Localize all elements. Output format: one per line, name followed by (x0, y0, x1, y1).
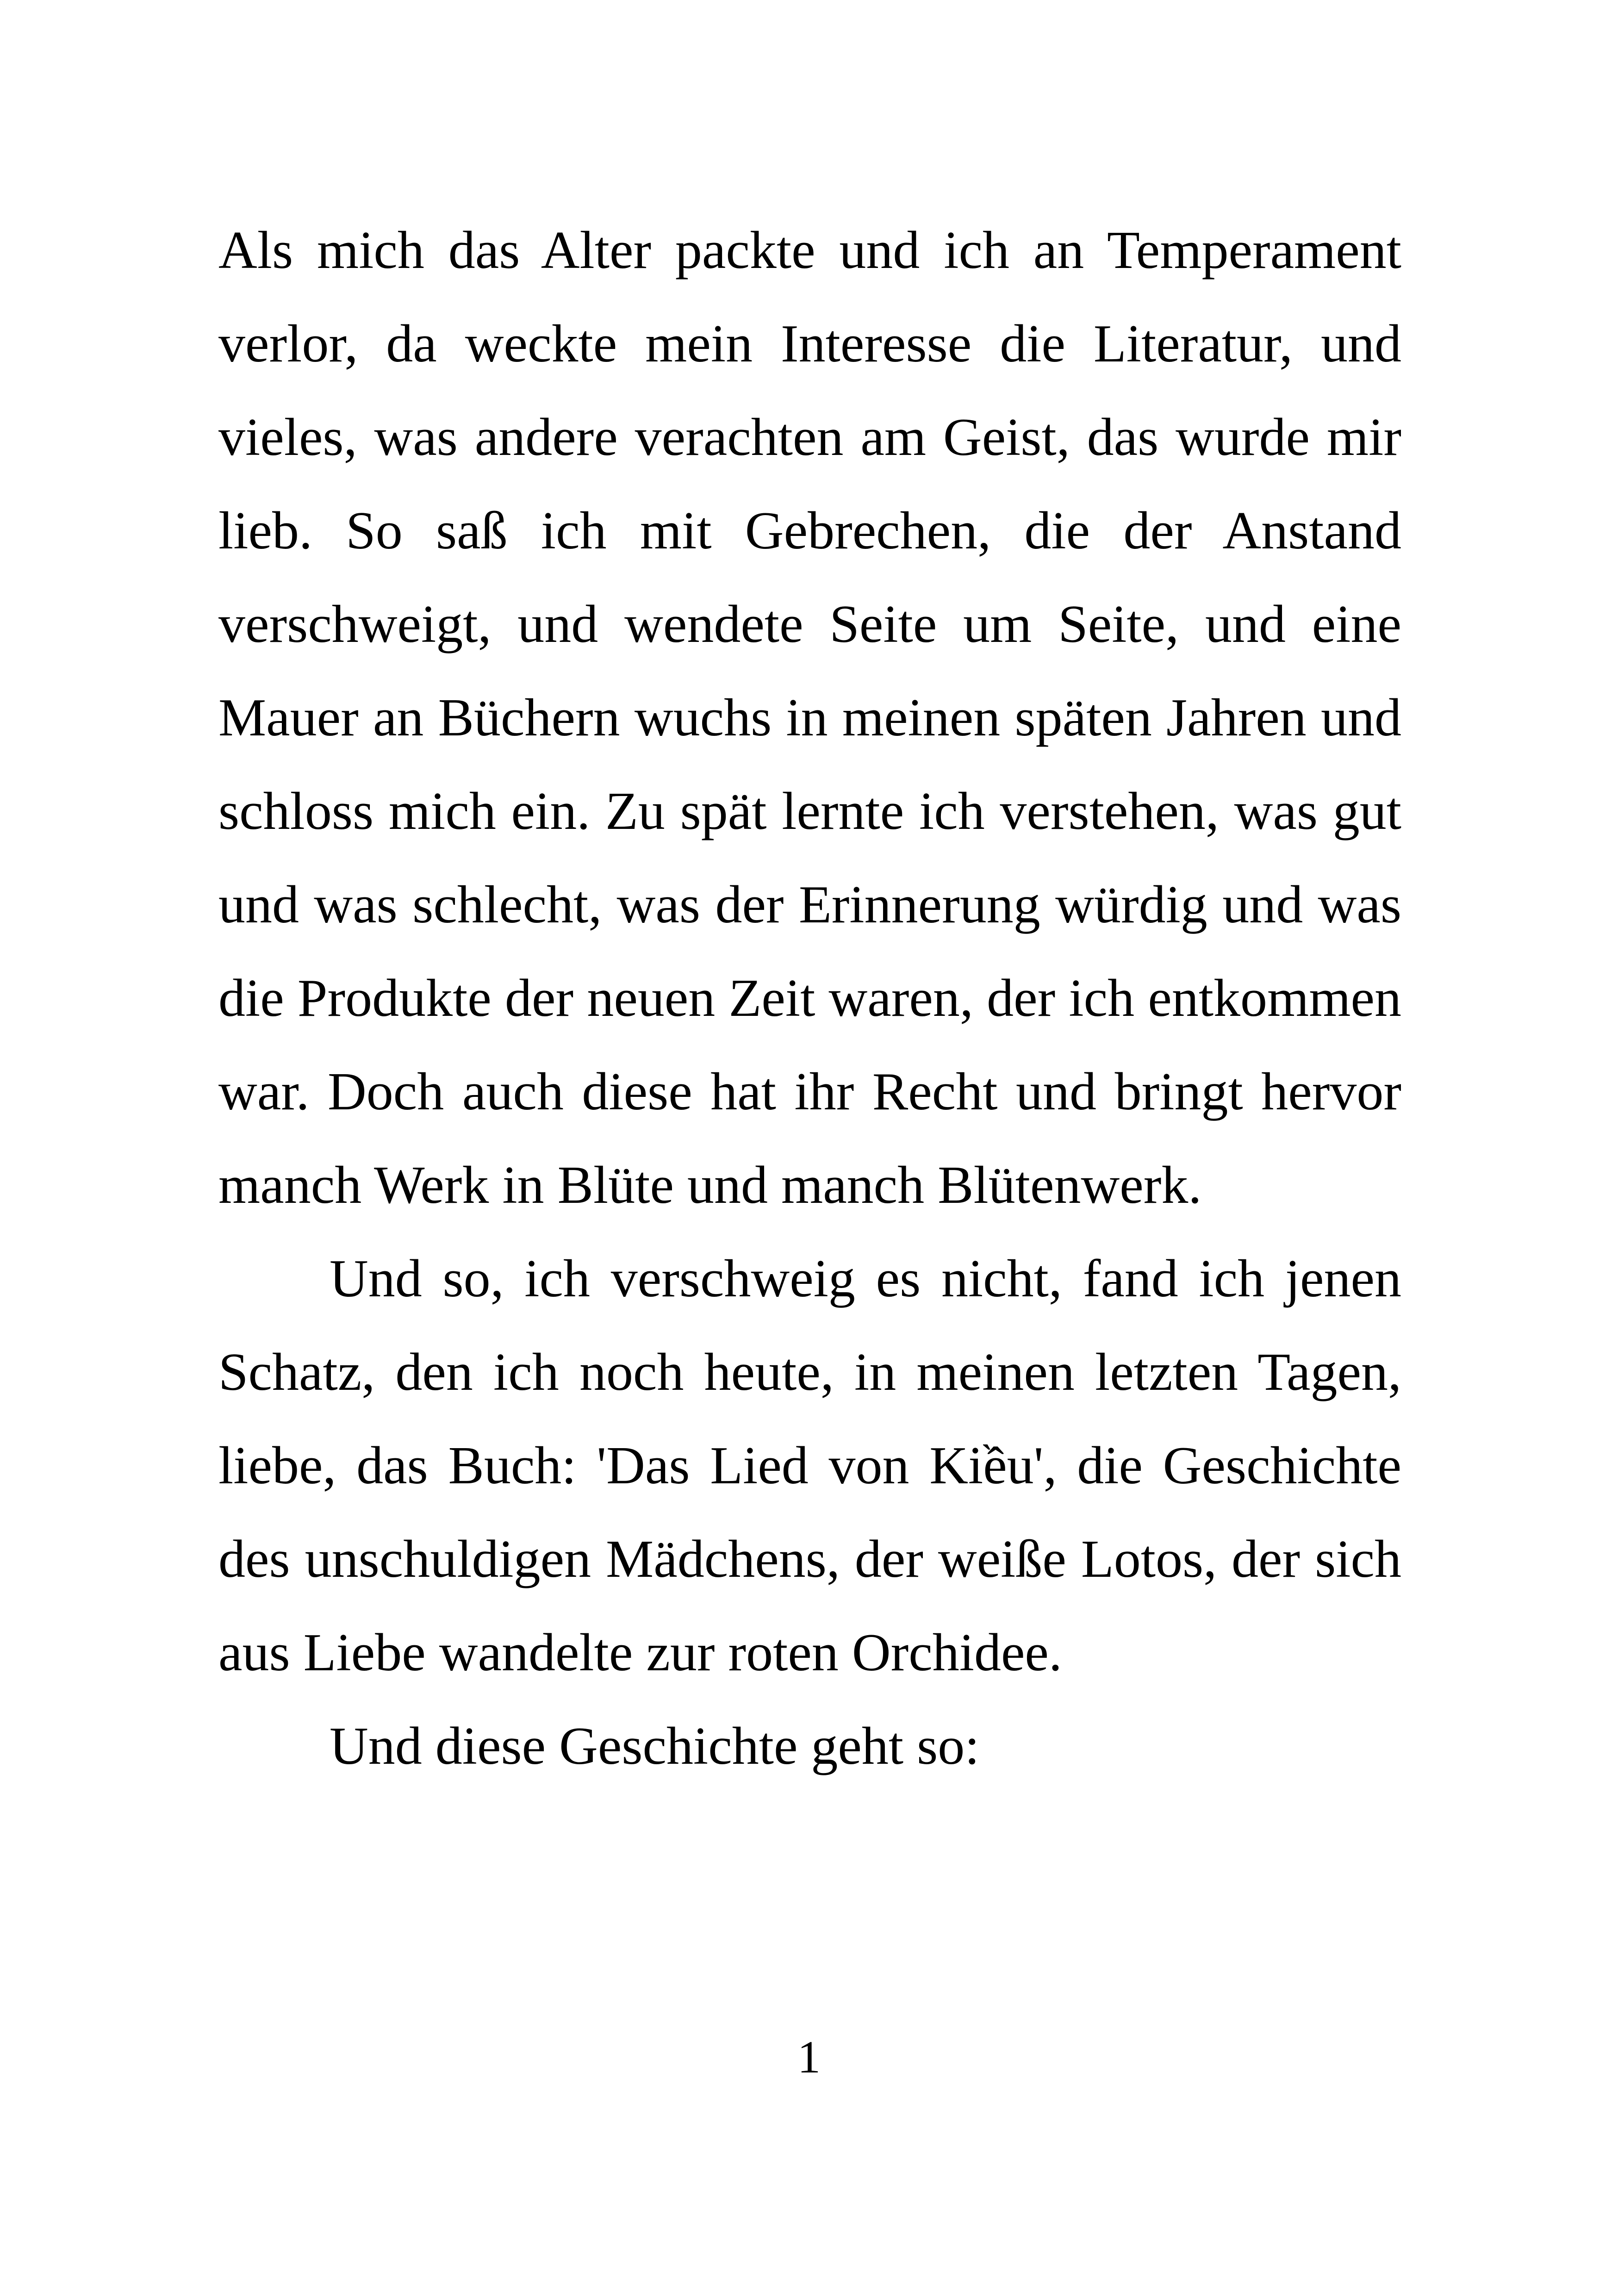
page-number: 1 (797, 2031, 821, 2083)
paragraph-2: Und so, ich verschweig es nicht, fand ich jenen Schatz, den ich noch heute, in meinen letzten Tagen, liebe, das Buch: 'Das Lied von Kiều', die Geschichte des unschuldigen Mädchens, der weiße Lotos, der sich aus Liebe wandelte zur roten Orchidee. (218, 1249, 1401, 1682)
body-text (218, 204, 1401, 1793)
paragraph-3: Und diese Geschichte geht so: (330, 1717, 980, 1776)
paragraph-1: Als mich das Alter packte und ich an Temperament verlor, da weckte mein Interesse die Literatur, und vieles, was andere verachten am Geist, das wurde mir lieb. So saß ich mit Gebrechen, die der Anstand verschweigt, und wendete Seite um Seite, und eine Mauer an Büchern wuchs in meinen späten Jahren und schloss mich ein. Zu spät lernte ich verstehen, was gut und was schlecht, was der Erinnerung würdig und was die Produkte der neuen Zeit waren, der ich entkommen war. Doch auch diese hat ihr Recht und bringt hervor manch Werk in Blüte und manch Blütenwerk. (218, 221, 1401, 1215)
